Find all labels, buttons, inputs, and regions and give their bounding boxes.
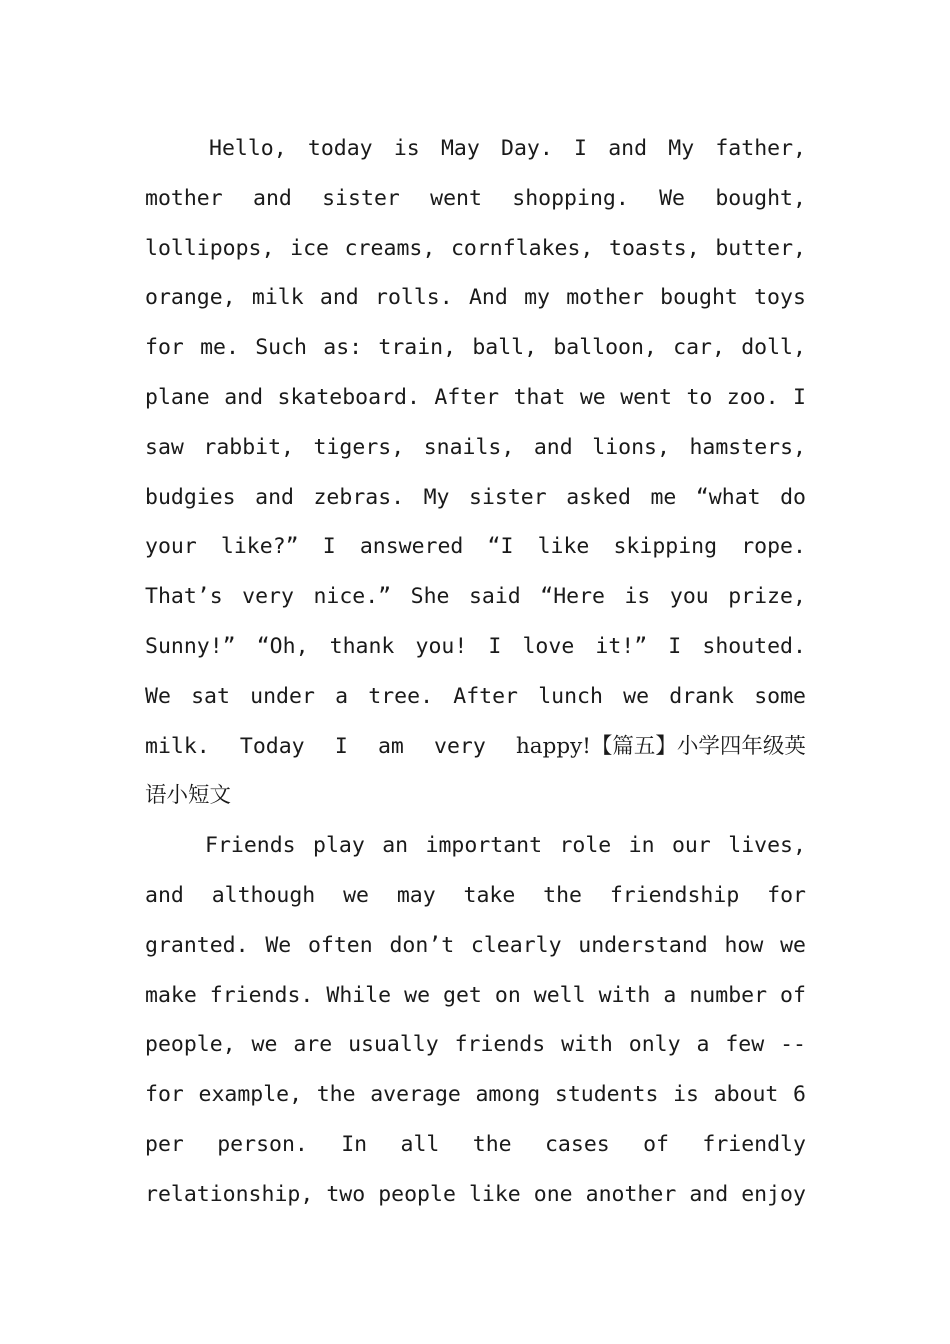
text-word: two [326,1181,366,1207]
text-word: very [242,584,294,610]
text-word: me [650,484,677,510]
text-word: sister [322,185,400,211]
text-word: plane [145,384,210,410]
text-word: In [341,1131,368,1157]
text-word: milk. [145,733,210,759]
text-word: 语小短文 [145,783,232,809]
text-word: and [253,185,292,211]
text-word: prize, [728,584,806,610]
text-word: for [145,335,184,361]
text-word: clearly [470,932,562,958]
text-word: I [574,136,587,161]
text-word: students [554,1082,659,1108]
text-word: toys [754,285,806,311]
text-word: We [265,932,292,958]
text-word: you! [415,633,468,659]
text-word: tree. [368,683,434,709]
text-word: I [334,733,348,759]
text-line [145,1070,806,1120]
text-word: under [250,683,315,709]
text-word: often [307,932,373,958]
text-word: shopping. [512,185,629,211]
text-word: an [382,833,409,859]
text-word: mother [145,185,223,211]
text-line [145,871,806,921]
text-word: the [543,882,582,908]
text-word: said [468,584,521,610]
text-line [145,572,806,622]
text-word: snails, [423,434,515,460]
text-word: the [316,1082,356,1108]
text-word: bought [660,285,738,311]
text-word: number [689,982,768,1008]
text-word: friendship [609,882,740,908]
text-word: orange, [145,285,236,311]
text-word: happy!【篇五】小学四年级英 [515,733,806,759]
text-word: some [754,683,806,709]
text-word: is [624,584,651,610]
text-word: I [668,633,682,659]
text-word: we [780,932,806,958]
text-word: today [307,136,373,161]
text-word: butter, [715,235,806,261]
text-word: is [393,136,420,161]
text-word: we [623,683,650,709]
text-word: My [423,484,450,510]
text-word: “I [487,534,514,560]
text-word: of [780,982,806,1008]
text-word: how [724,932,764,958]
text-word: After [453,683,518,709]
text-word: and [533,434,573,460]
text-word: My [668,136,695,161]
text-word: like [537,534,590,560]
text-word: sister [469,484,547,510]
text-word: bought, [715,185,806,211]
text-word: we [579,384,606,410]
text-word: me. [200,335,239,361]
text-word: among [475,1082,541,1108]
text-word: zoo. [726,384,779,410]
text-word: cornflakes, [450,235,594,261]
text-line [145,672,806,722]
text-word: and [689,1181,729,1207]
text-word: role [559,833,612,859]
text-word: are [293,1032,333,1058]
text-word: went [430,185,482,211]
text-word: with [598,982,651,1008]
text-word: budgies [145,484,236,510]
text-line [145,373,806,423]
text-word: am [377,733,404,759]
text-word: father, [715,136,806,161]
text-word: get [443,982,482,1008]
text-word: Hello, [209,136,287,161]
text-word: as: [323,335,363,361]
text-line [145,1020,806,1070]
text-word: we [404,982,431,1008]
text-word: “Oh, [256,633,309,659]
text-word: hamsters, [689,434,806,460]
text-word: relationship, [145,1181,314,1207]
text-word: about [713,1082,779,1108]
text-word: rope. [741,534,806,560]
text-word: make [145,982,197,1008]
text-word: Sunny!” [145,633,236,659]
text-word: granted. [145,932,249,958]
text-line [145,323,806,373]
text-word: answered [359,534,464,560]
text-word: Day. [501,136,553,161]
text-word: for [145,1082,184,1108]
text-word: I [793,384,806,410]
text-word: person. [217,1131,308,1157]
text-line [145,174,806,224]
text-word: balloon, [553,335,657,361]
text-word: creams, [344,235,436,261]
text-word: although [211,882,316,908]
text-line [145,273,806,323]
text-word: We [145,683,171,709]
text-word: mother [566,285,644,311]
text-word: drank [669,683,734,709]
text-word: lives, [728,833,806,859]
text-word: on [494,982,521,1008]
text-word: it!” [595,633,648,659]
text-line [145,473,806,523]
text-line [145,821,806,871]
text-word: doll, [741,335,806,361]
text-word: your [145,534,197,560]
text-word: train, [378,335,457,361]
text-word: skateboard. [277,384,420,410]
text-word: ice [290,235,329,261]
text-word: one [533,1181,573,1207]
text-word: and [224,384,264,410]
text-word: lollipops, [145,235,275,261]
text-word: skipping [613,534,718,560]
text-line [145,722,806,772]
text-word: we [251,1032,278,1058]
text-word: all [400,1131,440,1157]
text-word: tigers, [313,434,405,460]
text-word: nice.” [313,584,392,610]
text-word: our [671,833,711,859]
text-word: I [488,633,502,659]
text-word: cases [544,1131,610,1157]
text-word: lunch [538,683,603,709]
text-word: that [513,384,566,410]
text-word: few [725,1032,765,1058]
text-word: and [319,285,359,311]
text-word: Friends [205,833,296,859]
text-word: I [322,534,336,560]
text-word: my [524,285,550,311]
text-line [145,921,806,971]
text-word: love [522,633,575,659]
text-word: rolls. [375,285,453,311]
document-body [145,124,806,1220]
text-word: only [628,1032,681,1058]
text-word: people, [145,1032,236,1058]
text-word: lions, [592,434,670,460]
text-word: car, [673,335,725,361]
text-word: you [669,584,709,610]
text-word: people [378,1181,456,1207]
text-word: Today [239,733,305,759]
text-word: While [326,982,392,1008]
text-word: shouted. [702,633,806,659]
text-word: “Here [540,584,605,610]
text-word: average [370,1082,461,1108]
text-word: for [767,882,806,908]
text-word: may [396,882,436,908]
text-word: like [468,1181,521,1207]
text-word: to [686,384,713,410]
text-word: saw [145,434,184,460]
text-word: very [434,733,486,759]
text-word: She [410,584,450,610]
text-word: milk [251,285,304,311]
text-word: 6 [793,1082,806,1108]
text-word: take [463,882,516,908]
text-word: important [425,833,543,859]
text-line [145,522,806,572]
text-word: and [608,136,648,161]
text-line [145,1170,806,1220]
text-word: don’t [389,932,455,958]
text-word: we [343,882,369,908]
text-word: zebras. [313,484,405,510]
text-word: asked [566,484,631,510]
text-word: understand [578,932,708,958]
text-word: That’s [145,584,223,610]
text-word: ball, [472,335,538,361]
text-word: another [585,1181,677,1207]
text-word: per [145,1131,184,1157]
text-word: rabbit, [203,434,294,460]
text-word: Such [255,335,307,361]
text-word: usually [348,1032,439,1058]
text-line [145,124,806,174]
text-word: like?” [220,534,299,560]
text-word: a [335,683,349,709]
text-word: After [434,384,500,410]
text-word: -- [780,1032,806,1058]
text-line [145,224,806,274]
text-word: example, [198,1082,303,1108]
text-word: thank [329,633,395,659]
text-line [145,622,806,672]
text-line [145,1120,806,1170]
text-word: May [440,136,480,161]
text-line [145,423,806,473]
text-word: and [145,882,184,908]
text-line [145,971,806,1021]
text-word: in [628,833,655,859]
text-word: a [696,1032,710,1058]
text-word: friends [454,1032,546,1058]
text-word: enjoy [741,1181,806,1207]
text-word: “what [695,484,761,510]
text-word: of [643,1131,669,1157]
text-word: with [561,1032,613,1058]
text-word: friendly [702,1131,806,1157]
text-word: friends. [209,982,314,1008]
text-line [145,771,806,821]
text-word: is [673,1082,699,1108]
text-word: And [468,285,508,311]
text-word: the [472,1131,512,1157]
text-word: and [255,484,294,510]
text-word: toasts, [609,235,700,261]
text-word: well [533,982,586,1008]
text-word: sat [191,683,230,709]
text-word: a [663,982,677,1008]
text-word: went [620,384,672,410]
text-word: play [313,833,365,859]
text-word: do [780,484,806,510]
text-word: We [659,185,685,211]
